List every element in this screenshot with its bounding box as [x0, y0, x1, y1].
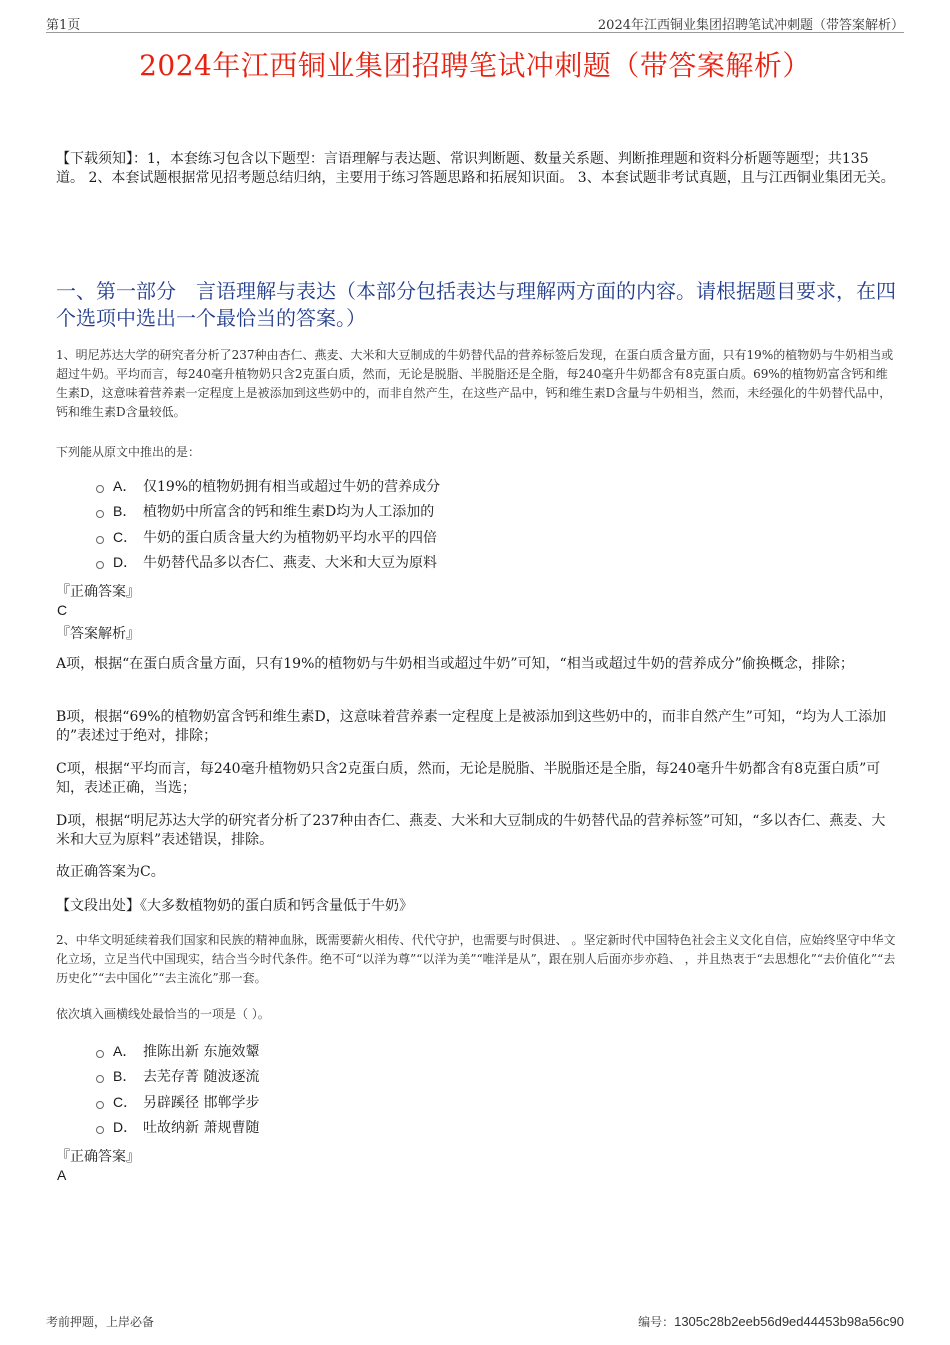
option-letter: A． [113, 477, 137, 494]
q1-analysis-b: B项，根据“69%的植物奶富含钙和维生素D，这意味着营养素一定程度上是被添加到这些奶中的，而非自然产生”可知，“均为人工添加的”表述过于绝对，排除； [56, 709, 887, 744]
option-text: 植物奶中所富含的钙和维生素D均为人工添加的 [143, 504, 435, 521]
footer-code [638, 1313, 904, 1330]
option-letter: A． [113, 1042, 137, 1059]
radio-icon[interactable] [96, 1126, 104, 1134]
option-text: 推陈出新 东施效颦 [143, 1043, 260, 1060]
q1-option-a[interactable] [96, 473, 796, 499]
option-letter: C． [113, 1093, 138, 1110]
q1-conclusion: 故正确答案为C。 [56, 864, 165, 880]
header-doc-title: 2024年江西铜业集团招聘笔试冲刺题（带答案解析） [597, 18, 904, 33]
page-title: 2024年江西铜业集团招聘笔试冲刺题（带答案解析） [139, 49, 811, 82]
page-header [46, 12, 904, 33]
radio-icon[interactable] [96, 485, 104, 493]
q1-option-b[interactable] [96, 499, 796, 525]
option-text: 另辟蹊径 邯郸学步 [143, 1094, 260, 1111]
q1-answer-label: 『正确答案』 [56, 584, 140, 600]
footer-slogan: 考前押题，上岸必备 [46, 1315, 155, 1329]
q1-analysis-d: D项，根据“明尼苏达大学的研究者分析了237种由杏仁、燕麦、大米和大豆制成的牛奶替代品的营养标签”可知，“多以杏仁、燕麦、大米和大豆为原料”表述错误，排除。 [56, 813, 886, 848]
radio-icon[interactable] [96, 536, 104, 544]
option-text: 牛奶替代品多以杏仁、燕麦、大米和大豆为原料 [143, 555, 437, 572]
q1-option-c[interactable] [96, 524, 796, 550]
question-2-prompt: 依次填入画横线处最恰当的一项是（ ）。 [56, 1007, 270, 1021]
footer-code-value: 1305c28b2eeb56d9ed44453b98a56c90 [674, 1314, 904, 1329]
download-notice: 【下载须知】：1，本套练习包含以下题型：言语理解与表达题、常识判断题、数量关系题、判断推理题和资料分析题等题型；共135道。 2、本套试题根据常见招考题总结归纳，主要用于练习答题思路和拓展知识面。 3、本套试题非考试真题，且与江西铜业集团无关。 [56, 151, 895, 186]
q2-answer: A [57, 1167, 67, 1183]
option-letter: D． [113, 554, 138, 571]
page-number: 第1页 [46, 18, 81, 33]
question-2-options [96, 1038, 796, 1140]
question-2-text: 2、中华文明延续着我们国家和民族的精神血脉，既需要薪火相传、代代守护，也需要与时俱进、 。坚定新时代中国特色社会主义文化自信，应始终坚守中华文化立场，立足当代中国现实，结合当今时代条件。绝不可“以洋为尊”“以洋为美”“唯洋是从”，跟在别人后面亦步亦趋、 ，并且热衷于“去思想化”“去价值化”“去历史化”“去中国化”“去主流化”那一套。 [56, 933, 896, 985]
section-title: 一、第一部分 言语理解与表达（本部分包括表达与理解两方面的内容。请根据题目要求，在四个选项中选出一个最恰当的答案。） [56, 279, 896, 330]
option-letter: B． [113, 1068, 137, 1085]
option-letter: C． [113, 528, 138, 545]
option-text: 吐故纳新 萧规曹随 [143, 1120, 260, 1137]
question-1-text: 1、明尼苏达大学的研究者分析了237种由杏仁、燕麦、大米和大豆制成的牛奶替代品的营养标签后发现，在蛋白质含量方面，只有19%的植物奶与牛奶相当或超过牛奶。平均而言，每240毫升植物奶只含2克蛋白质，然而，无论是脱脂、半脱脂还是全脂，每240毫升牛奶都含有8克蛋白质。69%的植物奶富含钙和维生素D，这意味着营养素一定程度上是被添加到这些奶中的，而非自然产生，在这些产品中，钙和维生素D含量与牛奶相当，然而，未经强化的牛奶替代品中，钙和维生素D含量较低。 [56, 348, 894, 419]
option-letter: D． [113, 1119, 138, 1136]
q1-source: 【文段出处】《大多数植物奶的蛋白质和钙含量低于牛奶》 [56, 898, 413, 914]
radio-icon[interactable] [96, 510, 104, 518]
q2-option-a[interactable] [96, 1038, 796, 1064]
q2-option-b[interactable] [96, 1064, 796, 1090]
question-1-prompt: 下列能从原文中推出的是： [56, 445, 201, 459]
option-letter: B． [113, 503, 137, 520]
question-1-options [96, 473, 796, 575]
radio-icon[interactable] [96, 1101, 104, 1109]
option-text: 牛奶的蛋白质含量大约为植物奶平均水平的四倍 [143, 529, 437, 546]
radio-icon[interactable] [96, 561, 104, 569]
q1-analysis-c: C项，根据“平均而言，每240毫升植物奶只含2克蛋白质，然而，无论是脱脂、半脱脂还是全脂，每240毫升牛奶都含有8克蛋白质”可知，表述正确，当选； [56, 761, 881, 796]
q2-answer-label: 『正确答案』 [56, 1149, 140, 1165]
q2-option-d[interactable] [96, 1115, 796, 1141]
q1-option-d[interactable] [96, 550, 796, 576]
q1-analysis-a: A项，根据“在蛋白质含量方面，只有19%的植物奶与牛奶相当或超过牛奶”可知，“相当或超过牛奶的营养成分”偷换概念，排除； [56, 656, 854, 672]
q1-answer: C [57, 602, 68, 618]
option-text: 去芜存菁 随波逐流 [143, 1069, 260, 1086]
radio-icon[interactable] [96, 1075, 104, 1083]
option-text: 仅19%的植物奶拥有相当或超过牛奶的营养成分 [143, 478, 441, 495]
footer-code-label: 编号： [638, 1315, 675, 1329]
q1-analysis-label: 『答案解析』 [56, 626, 140, 642]
radio-icon[interactable] [96, 1050, 104, 1058]
q2-option-c[interactable] [96, 1089, 796, 1115]
